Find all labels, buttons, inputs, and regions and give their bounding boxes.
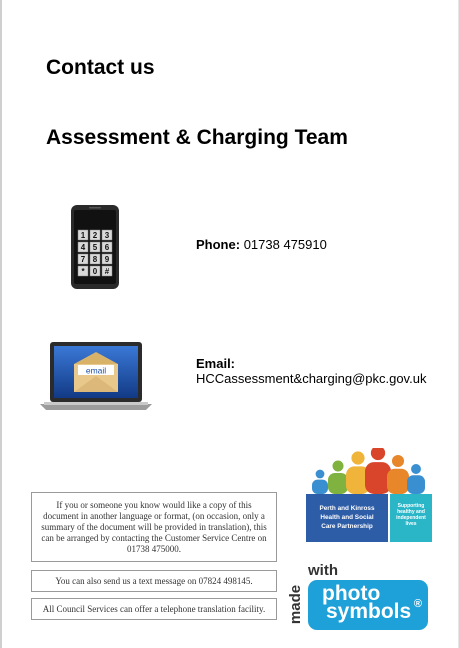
person-body bbox=[328, 473, 348, 494]
keypad-key-label: 3 bbox=[104, 231, 110, 240]
alternative-format-notice: If you or someone you know would like a copy of this document in another language or format, (on occasion, only a summary of the document will be provided in translation), this can be arranged by contacting the Customer Service Centre on 01738 475000. bbox=[31, 492, 277, 562]
keypad-key-label: 5 bbox=[92, 243, 98, 252]
laptop-email-icon bbox=[40, 340, 152, 412]
keypad-key-label: * bbox=[81, 267, 85, 276]
photosymbols-badge bbox=[308, 580, 428, 630]
keypad-key-label: 9 bbox=[104, 255, 110, 264]
keypad-key-label: 8 bbox=[92, 255, 98, 264]
with-text: with bbox=[308, 562, 338, 579]
keypad-key-label: 7 bbox=[80, 255, 86, 264]
keypad-key-label: # bbox=[104, 267, 110, 276]
phone-number: 01738 475910 bbox=[243, 237, 327, 252]
keypad-key-label: 2 bbox=[92, 231, 98, 240]
tagline-line-4: lives bbox=[405, 521, 417, 527]
partnership-name-line-1: Perth and Kinross bbox=[319, 505, 375, 512]
partnership-name-line-3: Care Partnership bbox=[321, 523, 373, 530]
phone-label: Phone: bbox=[196, 237, 241, 252]
symbols-text: symbols bbox=[326, 600, 412, 623]
photo-text: photo bbox=[322, 582, 381, 605]
tagline-line-3: independent bbox=[396, 515, 426, 521]
team-heading: Assessment & Charging Team bbox=[46, 126, 348, 149]
email-address: HCCassessment&charging@pkc.gov.uk bbox=[196, 371, 427, 386]
person-body bbox=[312, 480, 328, 494]
made-with-photosymbols-logo bbox=[284, 562, 434, 634]
person-head bbox=[371, 448, 385, 460]
person-body bbox=[387, 469, 409, 494]
keypad-key-label: 0 bbox=[92, 267, 98, 276]
tagline-line-2: healthy and bbox=[397, 509, 425, 515]
partnership-logo bbox=[306, 448, 432, 544]
email-line bbox=[196, 356, 426, 386]
made-text: made bbox=[287, 584, 305, 625]
text-message-notice: You can also send us a text message on 07824 498145. bbox=[31, 570, 277, 592]
page-left-edge bbox=[0, 0, 2, 648]
email-label: Email: bbox=[196, 356, 236, 371]
person-head bbox=[333, 461, 344, 472]
phone-line bbox=[196, 237, 327, 252]
person-head bbox=[316, 470, 325, 479]
translation-notice: All Council Services can offer a telephone translation facility. bbox=[31, 598, 277, 620]
partnership-name-line-2: Health and Social bbox=[320, 514, 374, 521]
mobile-phone-icon bbox=[70, 204, 120, 290]
person-body bbox=[407, 475, 425, 494]
tagline-line-1: Supporting bbox=[397, 503, 425, 509]
keypad-key-label: 6 bbox=[104, 243, 110, 252]
registered-mark: ® bbox=[413, 598, 422, 610]
person-head bbox=[411, 464, 421, 474]
person-head bbox=[351, 451, 364, 464]
keypad-key-label: 4 bbox=[80, 243, 86, 252]
person-head bbox=[392, 455, 404, 467]
keypad-key-label: 1 bbox=[80, 231, 86, 240]
people-figures-logo bbox=[312, 448, 425, 494]
envelope-label: email bbox=[85, 365, 107, 376]
page-title: Contact us bbox=[46, 56, 155, 79]
